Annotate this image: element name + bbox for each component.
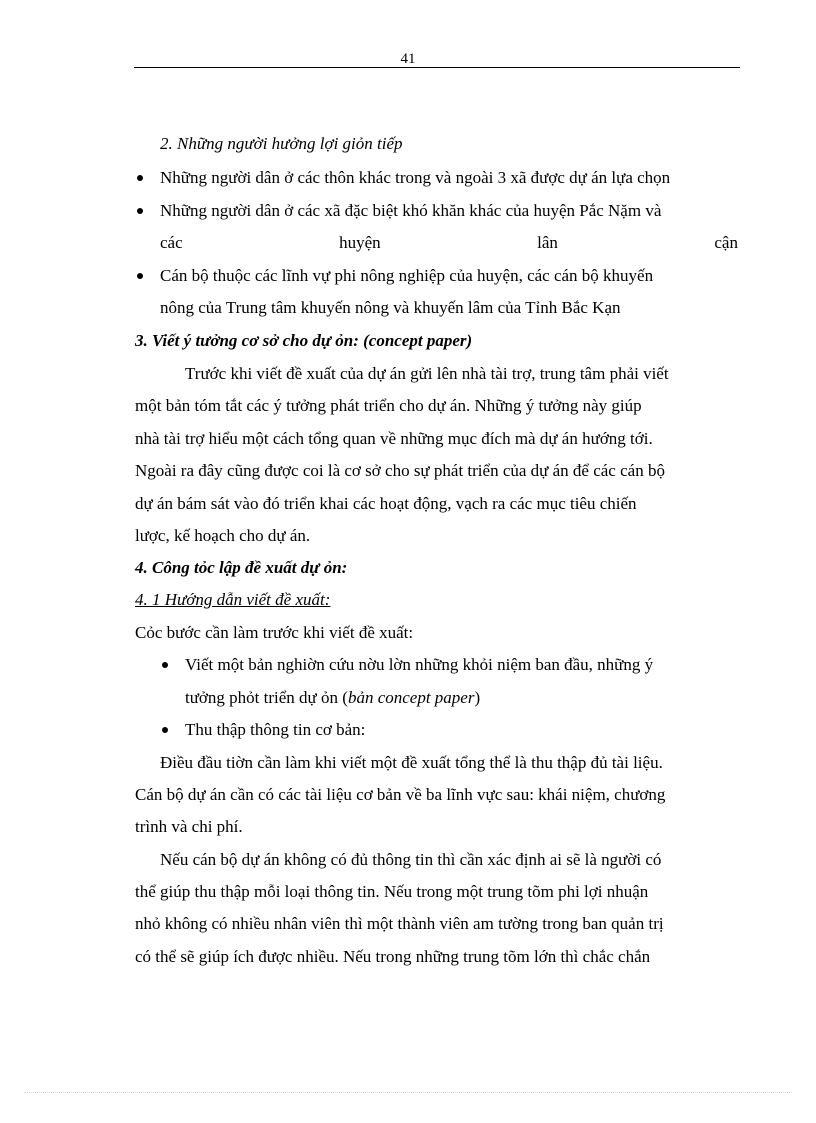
beneficiary-item-3-line-1: Cán bộ thuộc các lĩnh vự phi nông nghiệp của huyện, các cán bộ khuyến — [160, 266, 654, 285]
section-3-paragraph-line: một bản tóm tắt các ý tưởng phát triển cho dự án. Những ý tưởng này giúp — [135, 396, 642, 415]
footer-dotted-rule — [24, 1092, 792, 1093]
section-3-heading: 3. Viết ý tưởng cơ sở cho dự ỏn: (concept paper) — [135, 331, 473, 350]
bullet-icon — [162, 662, 168, 668]
bullet-icon — [137, 208, 143, 214]
section-3-paragraph-line: Trước khi viết đề xuất của dự án gửi lên nhà tài trợ, trung tâm phải viết — [185, 364, 669, 383]
header-rule — [134, 67, 740, 68]
step-1-line-2 — [185, 688, 480, 708]
section-3-paragraph-line: lược, kế hoạch cho dự án. — [135, 526, 311, 545]
paragraph-a-line: Cán bộ dự án cần có các tài liệu cơ bản về ba lĩnh vực sau: khái niệm, chương — [135, 785, 666, 804]
justified-word: các — [160, 233, 183, 252]
section-3-paragraph-line: dự án bám sát vào đó triển khai các hoạt động, vạch ra các mục tiêu chiến — [135, 494, 637, 513]
justified-word: lân — [537, 233, 558, 252]
steps-intro: Cỏc bước cần làm trước khi viết đề xuất: — [135, 623, 414, 642]
paragraph-a-line: trình và chi phí. — [135, 817, 243, 836]
step-1-line-1: Viết một bản nghiờn cứu nờu lờn những khỏi niệm ban đầu, những ý — [185, 655, 654, 674]
bullet-icon — [137, 175, 143, 181]
justified-word: huyện — [339, 233, 381, 252]
bullet-icon — [137, 273, 143, 279]
section-3-paragraph-line: nhà tài trợ hiểu một cách tổng quan về những mục đích mà dự án hướng tới. — [135, 429, 653, 448]
step-1-text: tưởng phỏt triển dự ỏn ( — [185, 688, 348, 707]
section-3-paragraph-line: Ngoài ra đây cũng được coi là cơ sở cho sự phát triển của dự án để các cán bộ — [135, 461, 665, 480]
section-4-heading: 4. Công tỏc lập đề xuất dự ỏn: — [135, 558, 348, 577]
beneficiary-item-3-line-2: nông của Trung tâm khuyến nông và khuyến lâm của Tỉnh Bắc Kạn — [160, 298, 621, 317]
step-2: Thu thập thông tin cơ bản: — [185, 720, 366, 739]
beneficiary-item-1: Những người dân ở các thôn khác trong và ngoài 3 xã được dự án lựa chọn — [160, 168, 671, 187]
step-1-close-paren: ) — [474, 688, 481, 707]
paragraph-b-line: Nếu cán bộ dự án không có đủ thông tin thì cần xác định ai sẽ là người có — [160, 850, 662, 869]
justified-word: cận — [714, 233, 738, 252]
paragraph-b-line: thể giúp thu thập mỗi loại thông tin. Nếu trong một trung tõm phi lợi nhuận — [135, 882, 649, 901]
beneficiary-item-2-line-1: Những người dân ở các xã đặc biệt khó khăn khác của huyện Pắc Nặm và — [160, 201, 662, 220]
concept-paper-term: bản concept paper — [347, 688, 475, 707]
paragraph-b-line: nhỏ không có nhiều nhân viên thì một thành viên am tường trong ban quản trị — [135, 914, 664, 933]
beneficiary-item-2-line-2 — [160, 233, 738, 253]
section-2-heading: 2. Những người hưởng lợi giỏn tiếp — [160, 134, 403, 153]
page-number: 41 — [400, 51, 416, 67]
section-4-1-heading: 4. 1 Hướng dẫn viết đề xuất: — [135, 590, 331, 609]
bullet-icon — [162, 727, 168, 733]
paragraph-a-line: Điều đầu tiờn cần làm khi viết một đề xuất tổng thể là thu thập đủ tài liệu. — [160, 753, 663, 772]
paragraph-b-line: có thể sẽ giúp ích được nhiều. Nếu trong những trung tõm lớn thì chắc chắn — [135, 947, 651, 966]
